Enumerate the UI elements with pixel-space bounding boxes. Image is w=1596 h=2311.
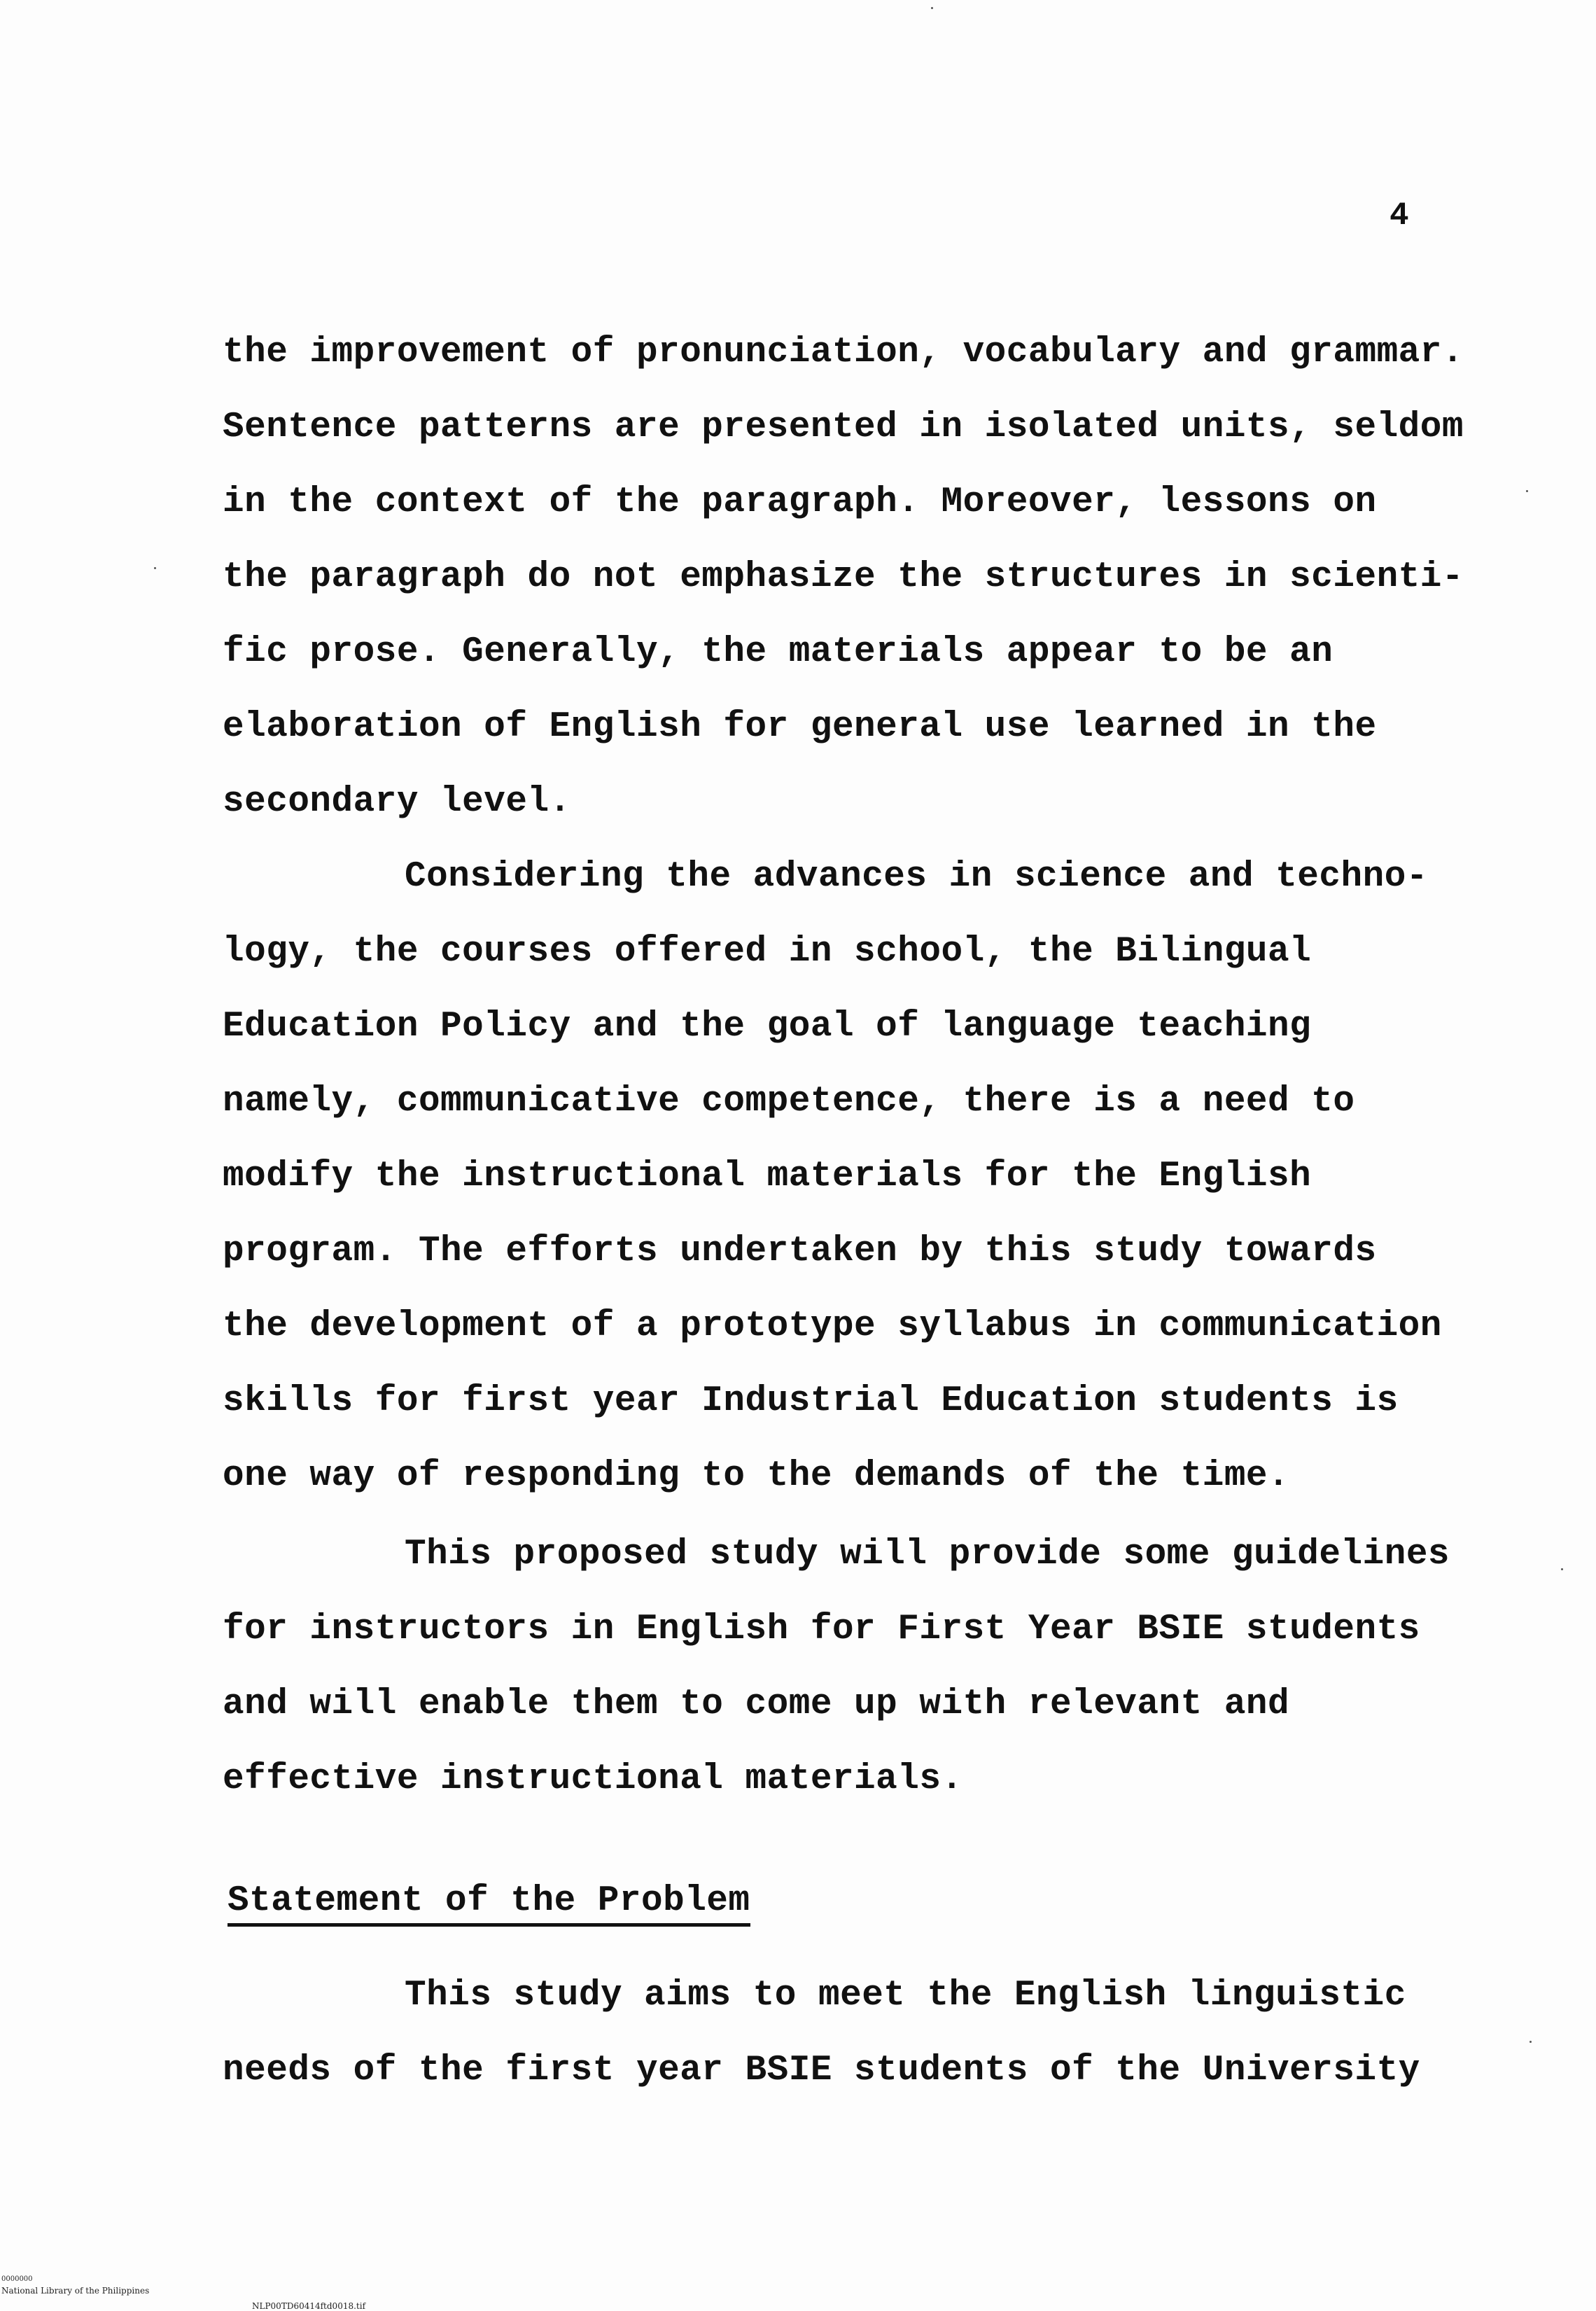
- scan-speck: [1561, 1568, 1563, 1570]
- text-line: skills for first year Industrial Education students is: [223, 1381, 1399, 1421]
- text-line: the paragraph do not emphasize the structures in scienti-: [223, 557, 1464, 597]
- text-line: the development of a prototype syllabus in communication: [223, 1306, 1442, 1346]
- text-line: Considering the advances in science and techno-: [405, 857, 1428, 897]
- scan-speck: [1526, 490, 1528, 492]
- footer-library: National Library of the Philippines: [1, 2286, 150, 2296]
- text-line: Sentence patterns are presented in isolated units, seldom: [223, 407, 1464, 447]
- text-line: modify the instructional materials for the English: [223, 1157, 1312, 1196]
- text-line: needs of the first year BSIE students of the University: [223, 2051, 1420, 2090]
- footer-filename: NLP00TD60414ftd0018.tif: [252, 2301, 366, 2311]
- text-line: logy, the courses offered in school, the Bilingual: [223, 932, 1312, 972]
- footer-code: 0000000: [1, 2275, 33, 2283]
- scan-speck: [154, 567, 156, 569]
- text-line: for instructors in English for First Year BSIE students: [223, 1610, 1420, 1649]
- section-heading: Statement of the Problem: [227, 1883, 750, 1927]
- page-number: 4: [1390, 197, 1409, 234]
- scan-speck: [1530, 2041, 1532, 2043]
- text-line: program. The efforts undertaken by this study towards: [223, 1231, 1377, 1271]
- text-line: secondary level.: [223, 782, 571, 822]
- text-line: This study aims to meet the English linguistic: [405, 1976, 1406, 2016]
- text-line: in the context of the paragraph. Moreover, lessons on: [223, 482, 1377, 522]
- text-line: one way of responding to the demands of the time.: [223, 1456, 1290, 1496]
- text-line: Education Policy and the goal of language teaching: [223, 1007, 1312, 1047]
- text-line: and will enable them to come up with relevant and: [223, 1684, 1290, 1724]
- scan-speck: [931, 7, 933, 9]
- text-line: This proposed study will provide some guidelines: [405, 1535, 1450, 1575]
- text-line: namely, communicative competence, there is a need to: [223, 1082, 1355, 1122]
- text-line: effective instructional materials.: [223, 1759, 963, 1799]
- text-line: fic prose. Generally, the materials appear to be an: [223, 632, 1334, 672]
- text-line: the improvement of pronunciation, vocabulary and grammar.: [223, 333, 1464, 372]
- text-line: elaboration of English for general use learned in the: [223, 707, 1377, 747]
